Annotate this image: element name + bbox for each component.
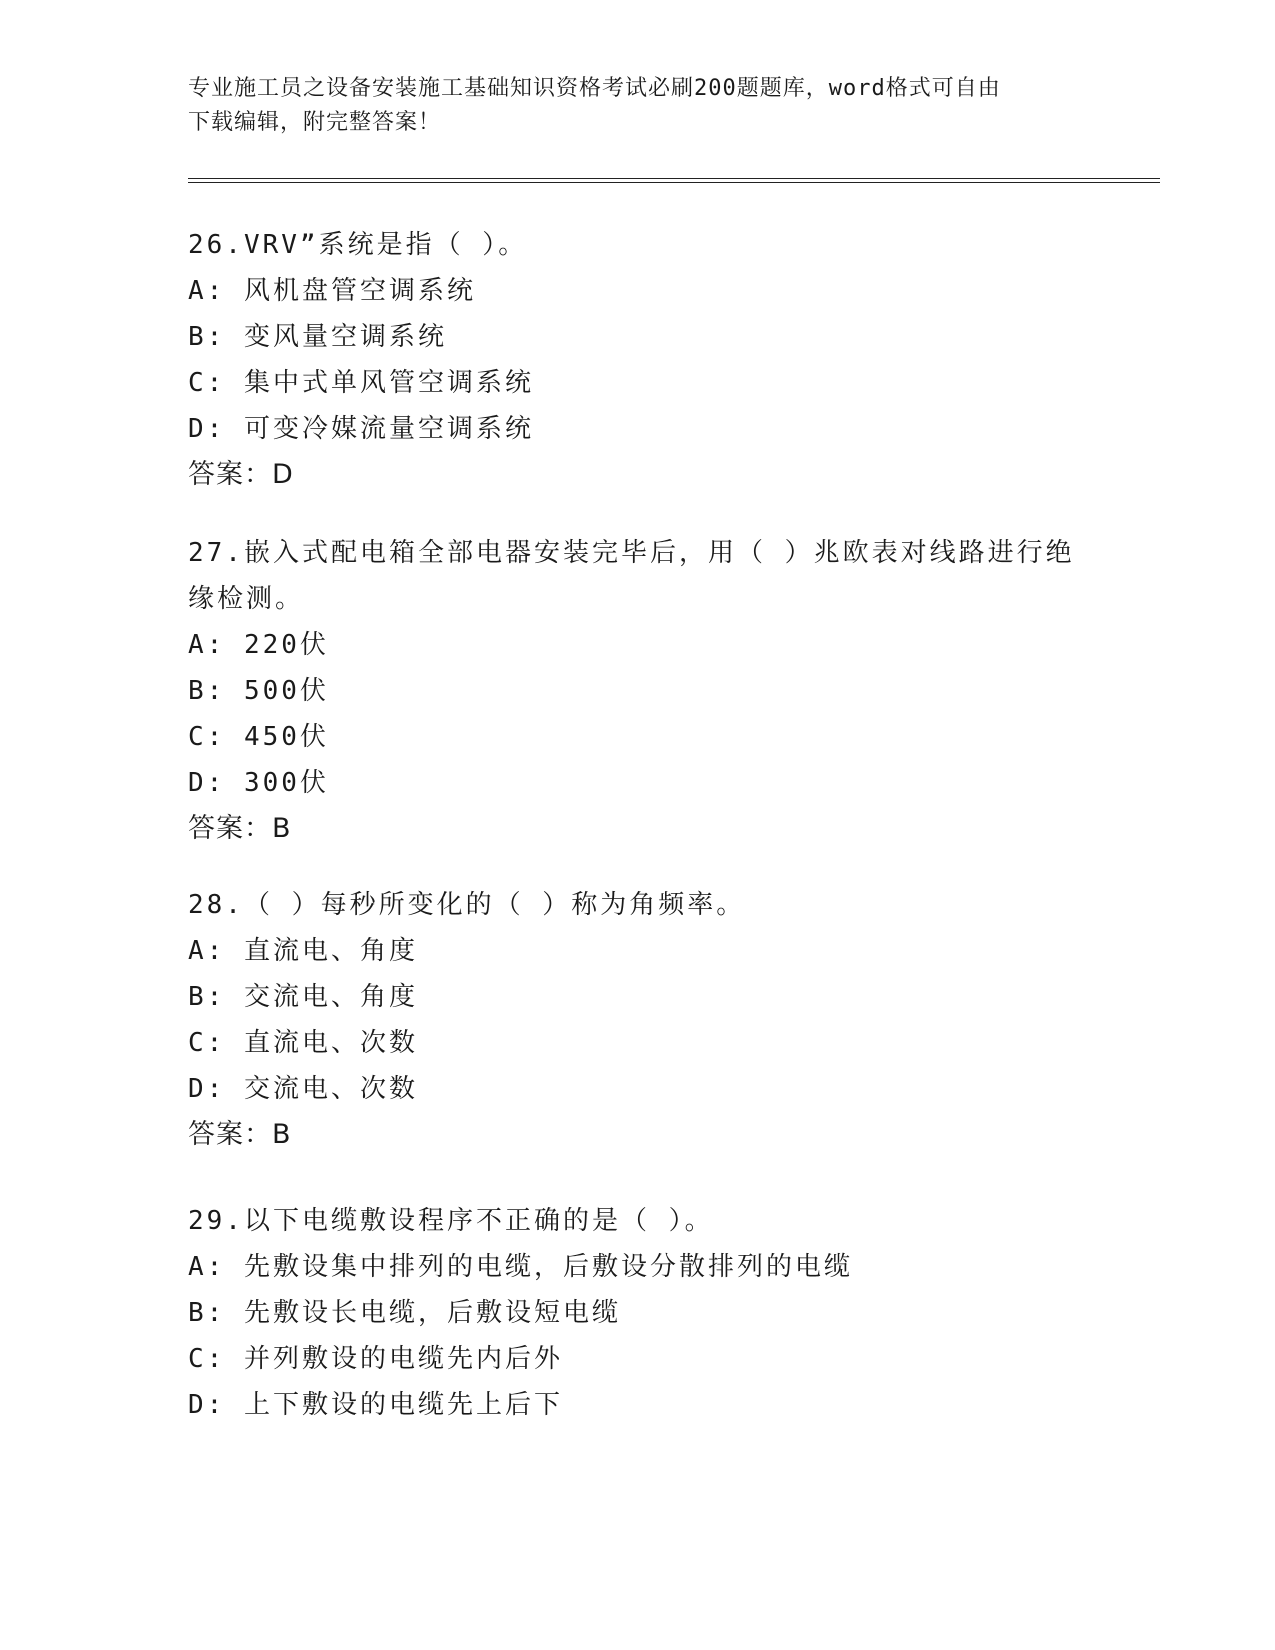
option-c: C: 并列敷设的电缆先内后外 [188,1344,563,1374]
option-d: D: 上下敷设的电缆先上后下 [188,1390,563,1420]
question-stem-line-2: 缘检测。 [188,584,305,614]
question-stem: 26.VRV”系统是指（ ）。 [188,230,528,260]
option-d: D: 300伏 [188,768,329,798]
option-b: B: 先敷设长电缆，后敷设短电缆 [188,1298,621,1328]
option-c: C: 450伏 [188,722,329,752]
question-26 [188,222,1088,498]
option-b: B: 交流电、角度 [188,982,418,1012]
option-d: D: 可变冷媒流量空调系统 [188,414,534,444]
answer: 答案：D [188,459,294,490]
option-a: A: 风机盘管空调系统 [188,276,476,306]
question-stem: 29.以下电缆敷设程序不正确的是（ ）。 [188,1206,714,1236]
question-27 [188,530,1088,852]
header-title-line-1: 专业施工员之设备安装施工基础知识资格考试必刷200题题库，word格式可自由 [188,76,1001,101]
question-stem: 28.（ ）每秒所变化的（ ）称为角频率。 [188,890,746,920]
option-c: C: 集中式单风管空调系统 [188,368,534,398]
question-29 [188,1198,1088,1428]
question-28 [188,882,1088,1158]
header-divider [188,178,1160,183]
option-a: A: 220伏 [188,630,329,660]
option-a: A: 直流电、角度 [188,936,418,966]
option-d: D: 交流电、次数 [188,1074,418,1104]
answer: 答案：B [188,813,292,844]
document-header [188,72,1088,140]
option-b: B: 变风量空调系统 [188,322,447,352]
option-c: C: 直流电、次数 [188,1028,418,1058]
header-title-line-2: 下载编辑，附完整答案！ [188,110,442,135]
question-stem-line-1: 27.嵌入式配电箱全部电器安装完毕后，用（ ）兆欧表对线路进行绝 [188,538,1075,568]
answer: 答案：B [188,1119,292,1150]
option-a: A: 先敷设集中排列的电缆，后敷设分散排列的电缆 [188,1252,853,1282]
option-b: B: 500伏 [188,676,329,706]
